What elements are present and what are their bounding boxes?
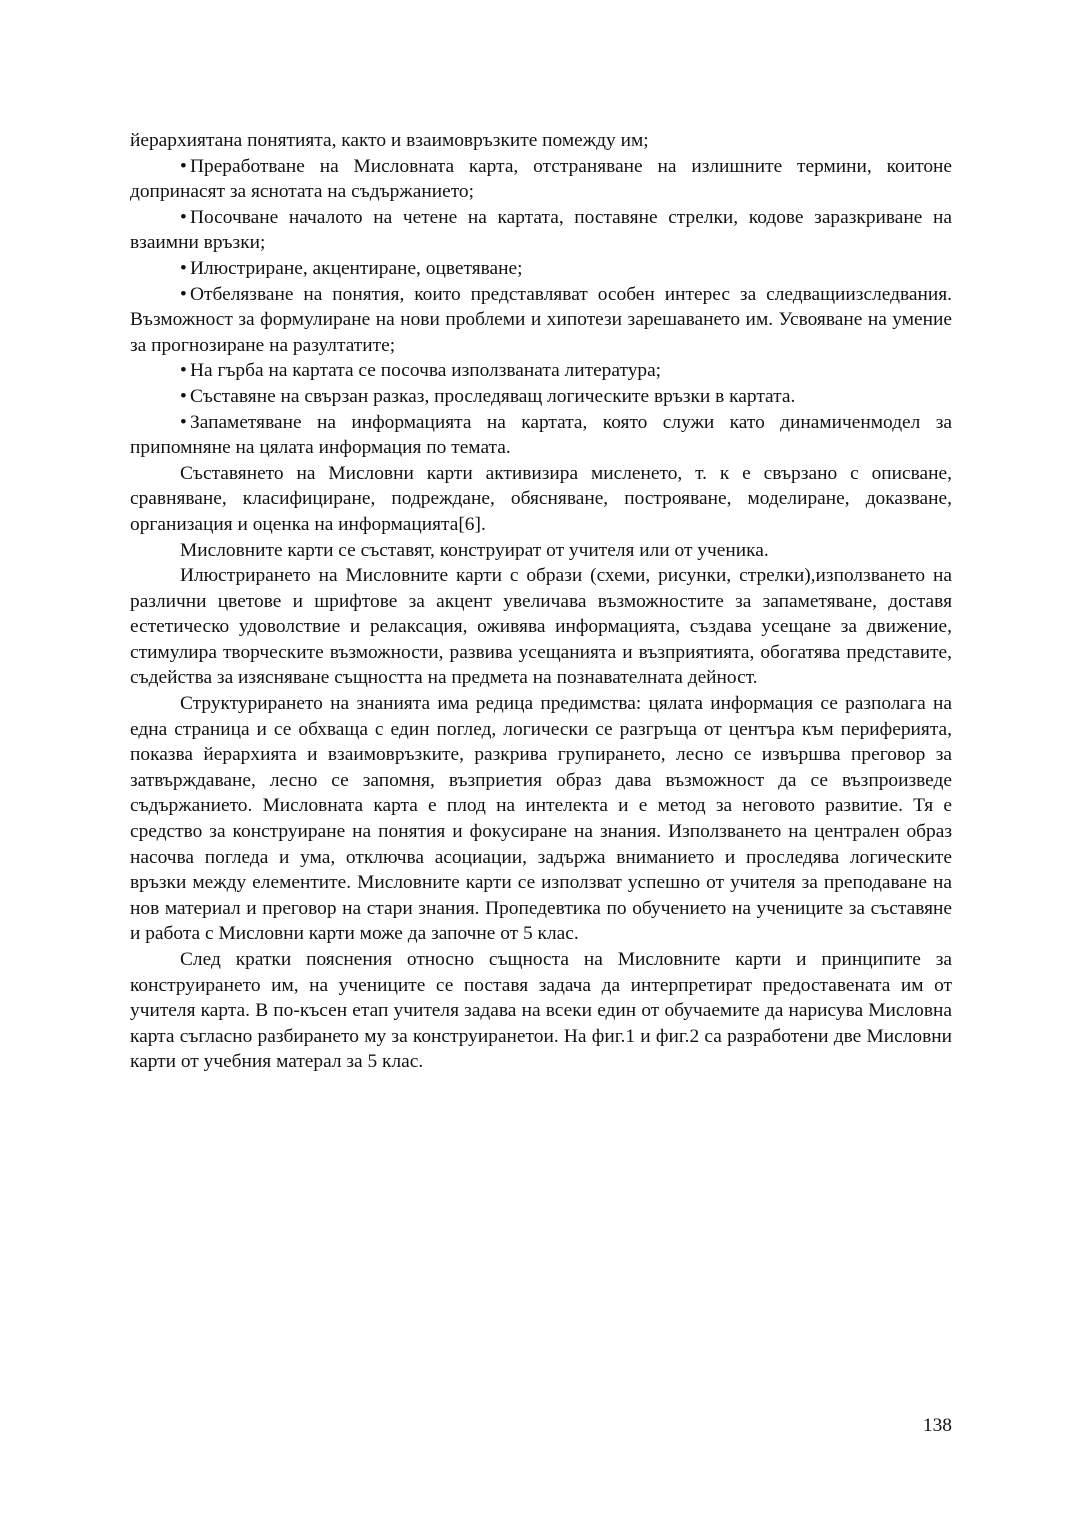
body-paragraph: Илюстрирането на Мисловните карти с образи (схеми, рисунки, стрелки),използването на различни цветове и шрифтове за акцент увеличава възможностите за запаметяване, доставя естетическо удоволствие и релаксация, оживява информацията, създава усещане за движение, стимулира творческите възможности, развива усещанията и възприятията, обогатява представите, съдейства за изясняване същността на предмета на познавателната дейност. [130,565,952,689]
bullet-icon: • [180,257,187,279]
bullet-item: • Запаметяване на информацията на картата, която служи като динамиченмодел за припомняне на цялата информация по темата. [130,411,952,459]
document-page [130,128,952,1075]
bullet-icon: • [180,283,187,305]
bullet-item: • На гърба на картата се посочва използваната литература; [130,358,952,384]
bullet-icon: • [180,411,187,433]
bullet-icon: • [180,385,187,407]
body-paragraph: След кратки пояснения относно същноста на Мисловните карти и принципите за конструирането им, на учениците се поставя задача да интерпретират предоставената им от учителя карта. В по-късен етап учителя задава на всеки един от обучаемите да нарисува Мисловна карта съгласно разбирането му за конструиранетои. На фиг.1 и фиг.2 са разработени две Мисловни карти от учебния матерал за 5 клас. [130,949,952,1073]
body-paragraph: Структурирането на знанията има редица предимства: цялата информация се разполага на една страница и се обхваща с един поглед, логически се разгръща от центъра към периферията, показва йерархията и взаимовръзките, разкрива групирането, лесно се извършва преговор за затвърждаване, лесно се запомня, възприетия образ дава възможност да се възпроизведе съдържанието. Мисловната карта е плод на интелекта и е метод за неговото развитие. Тя е средство за конструиране на понятия и фокусиране на знания. Използването на централен образ насочва погледа и ума, отключва асоциации, задържа вниманието и проследява логическите връзки между елементите. Мисловните карти се използват успешно от учителя за преподаване на нов материал и преговор на стари знания. Пропедевтика по обучението на учениците за съставяне и работа с Мисловни карти може да започне от 5 клас. [130,693,952,945]
paragraph-continuation: йерархиятана понятията, както и взаимовръзките помежду им; [130,130,649,151]
bullet-icon: • [180,360,187,382]
bullet-icon: • [180,155,187,177]
bullet-item: • Преработване на Мисловната карта, отстраняване на излишните термини, коитоне допринасят за яснотата на съдържанието; [130,155,952,203]
bullet-item: • Съставяне на свързан разказ, проследяващ логическите връзки в картата. [130,384,952,410]
body-paragraph: Съставянето на Мисловни карти активизира мисленето, т. к е свързано с описване, сравняване, класифициране, подреждане, обясняване, построяване, моделиране, доказване, организация и оценка на информацията[6]. [130,462,952,535]
bullet-item: • Посочване началото на четене на картата, поставяне стрелки, кодове заразкриване на взаимни връзки; [130,206,952,254]
body-paragraph: Мисловните карти се съставят, конструират от учителя или от ученика. [180,539,769,561]
bullet-item: • Отбелязване на понятия, които представляват особен интерес за следващиизследвания. Възможност за формулиране на нови проблеми и хипотези зарешаването им. Усвояване на умение за прогнозиране на разултатите; [130,283,952,356]
bullet-icon: • [180,206,187,228]
page-number: 138 [922,1415,952,1436]
bullet-item: • Илюстриране, акцентиране, оцветяване; [130,256,952,282]
